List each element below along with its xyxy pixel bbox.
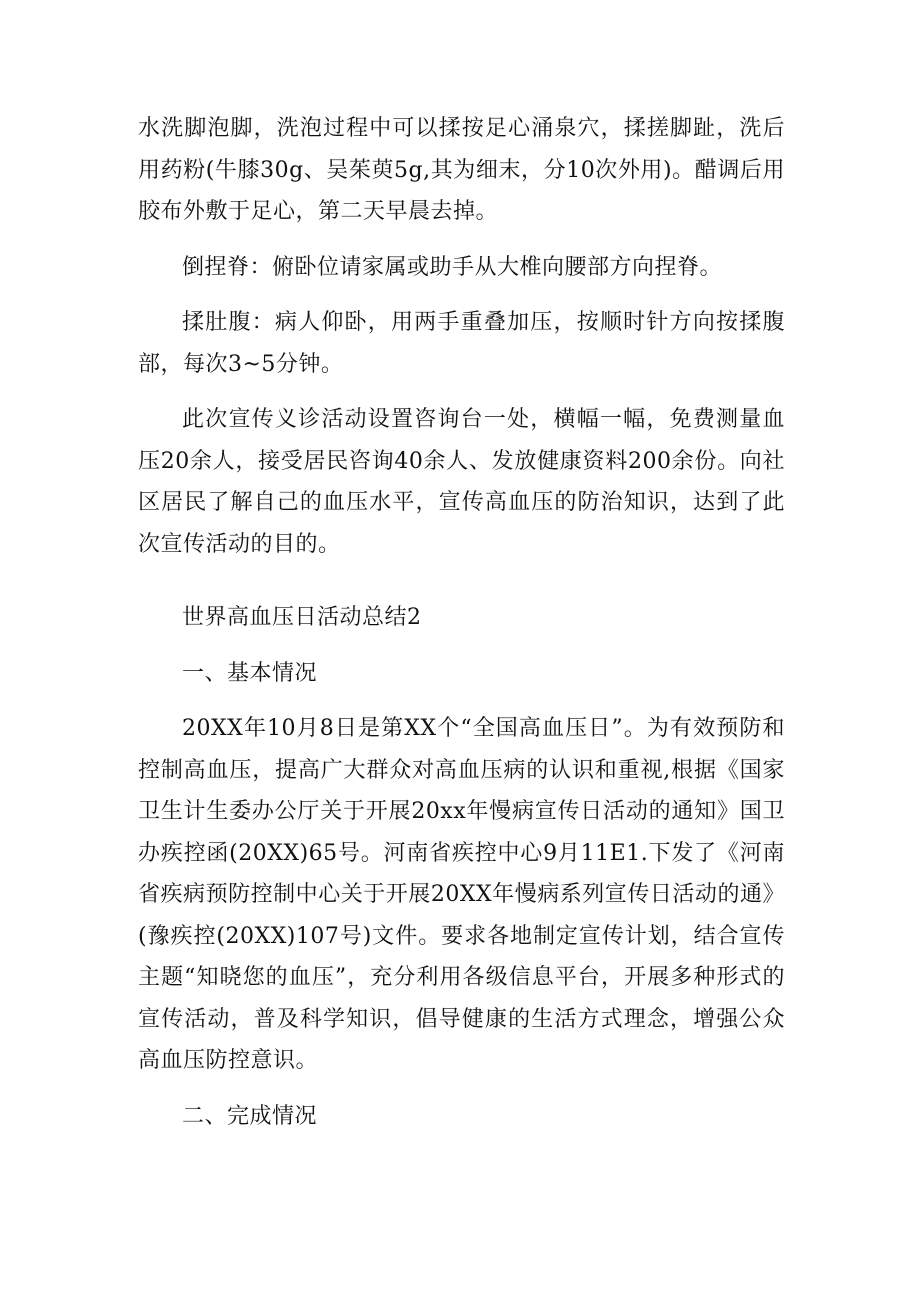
heading-basic-situation: 一、基本情况 [182,660,318,686]
section-spacer [138,579,785,597]
paragraph-pinch-spine: 倒捏脊：俯卧位请家属或助手从大椎向腰部方向捏脊。 [182,254,723,280]
paragraph-abdomen-massage: 揉肚腹：病人仰卧，用两手重叠加压，按顺时针方向按揉腹部，每次3~5分钟。 [138,310,785,377]
heading-completion: 二、完成情况 [182,1103,318,1129]
paragraph-basic-situation: 20XX年10月8日是第XX个“全国高血压日”。为有效预防和控制高血压，提高广大群众对高血压病的认识和重视,根据《国家卫生计生委办公厅关于开展20xx年慢病宣传日活动的通知》国卫办疾控函(20XX)65号。河南省疾控中心9月11E1.下发了《河南省疾病预防控制中心关于开展20XX年慢病系列宣传日活动的通》(豫疾控(20XX)107号)文件。要求各地制定宣传计划，结合宣传主题“知晓您的血压”，充分利用各级信息平台，开展多种形式的宣传活动，普及科学知识，倡导健康的生活方式理念，增强公众高血压防控意识。 [138,716,785,1073]
paragraph-activity-summary: 此次宣传义诊活动设置咨询台一处，横幅一幅，免费测量血压20余人，接受居民咨询40余人、发放健康资料200余份。向社区居民了解自己的血压水平，宣传高血压的防治知识，达到了此次宣传活动的目的。 [138,407,785,557]
section-title: 世界高血压日活动总结2 [182,605,422,630]
paragraph-foot-soak: 水洗脚泡脚，洗泡过程中可以揉按足心涌泉穴，揉搓脚趾，洗后用药粉(牛膝30g、吴茱萸5g,其为细末，分10次外用)。醋调后用胶布外敷于足心，第二天早晨去掉。 [138,116,785,224]
